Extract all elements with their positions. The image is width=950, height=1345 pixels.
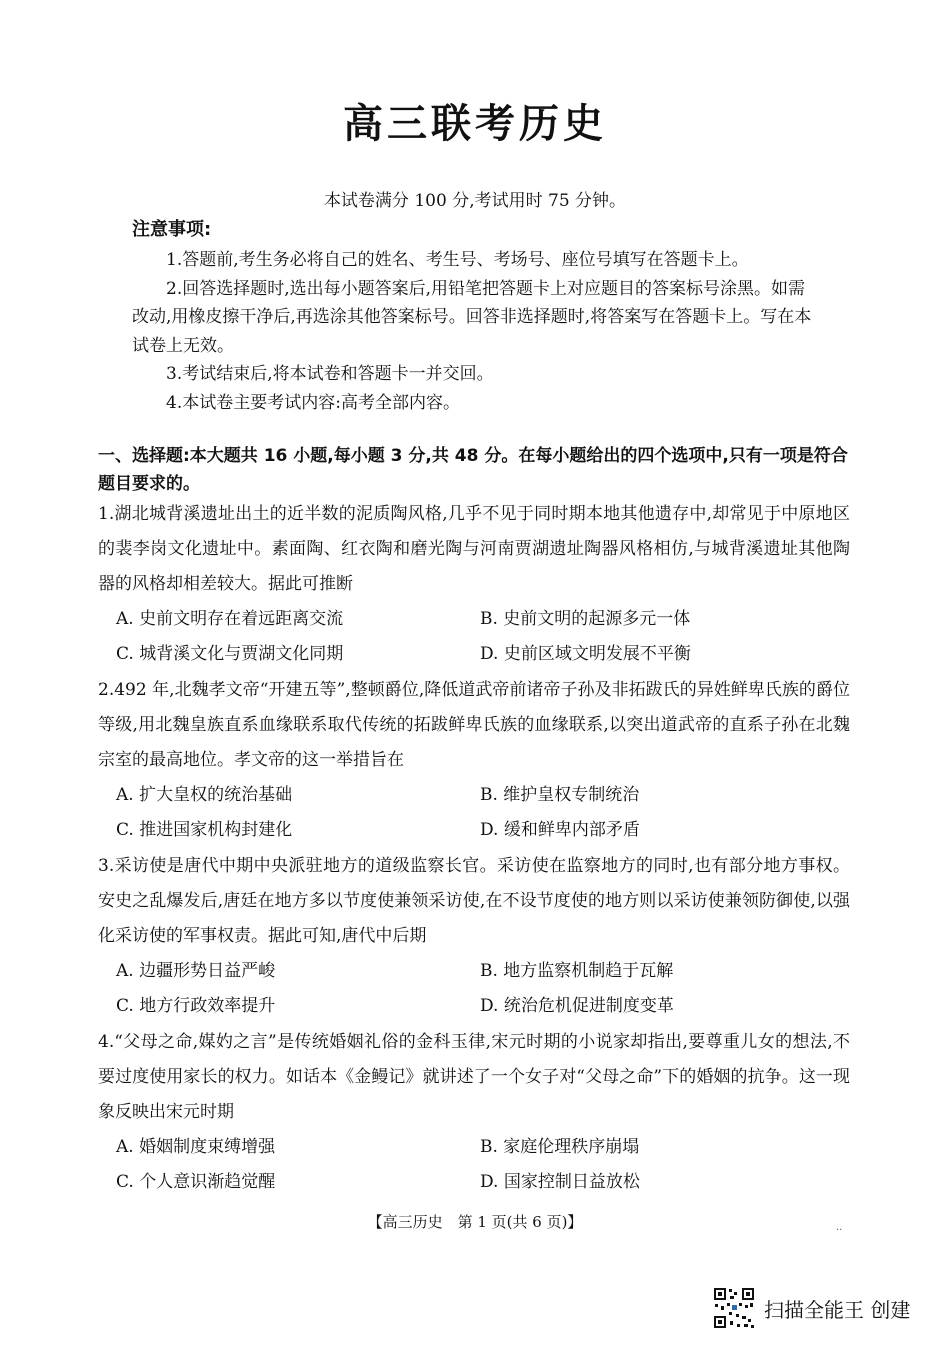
- option-d: D. 统治危机促进制度变革: [480, 996, 674, 1016]
- corner-mark: ..: [836, 1222, 843, 1233]
- question-4: [98, 1025, 850, 1200]
- scanner-watermark: [712, 1286, 910, 1330]
- notice-item: 3.考试结束后,将本试卷和答题卡一并交回。: [166, 364, 494, 384]
- question-stem: 4.“父母之命,媒妁之言”是传统婚姻礼俗的金科玉律,宋元时期的小说家却指出,要尊重儿女的想法,不要过度使用家长的权力。如话本《金鳗记》就讲述了一个女子对“父母之命”下的婚姻的抗争。这一现象反映出宋元时期: [98, 1032, 850, 1122]
- option-b: B. 家庭伦理秩序崩塌: [480, 1137, 640, 1157]
- question-1: [98, 497, 850, 672]
- option-c: C. 推进国家机构封建化: [116, 820, 293, 840]
- question-stem: 3.采访使是唐代中期中央派驻地方的道级监察长官。采访使在监察地方的同时,也有部分地方事权。安史之乱爆发后,唐廷在地方多以节度使兼领采访使,在不设节度使的地方则以采访使兼领防御使,以强化采访使的军事权责。据此可知,唐代中后期: [98, 856, 850, 946]
- page-title: 高三联考历史: [343, 101, 607, 147]
- question-stem: 1.湖北城背溪遗址出土的近半数的泥质陶风格,几乎不见于同时期本地其他遗存中,却常见于中原地区的裴李岗文化遗址中。素面陶、红衣陶和磨光陶与河南贾湖遗址陶器风格相仿,与城背溪遗址其他陶器的风格却相差较大。据此可推断: [98, 504, 850, 594]
- page-footer: 【高三历史 第 1 页(共 6 页)】: [367, 1213, 583, 1231]
- notice-item: 1.答题前,考生务必将自己的姓名、考生号、考场号、座位号填写在答题卡上。: [166, 250, 749, 270]
- option-a: A. 扩大皇权的统治基础: [116, 785, 293, 805]
- option-a: A. 边疆形势日益严峻: [116, 961, 276, 981]
- section-heading: [98, 442, 848, 498]
- option-list: [116, 1130, 850, 1200]
- option-list: [116, 602, 850, 672]
- option-c: C. 城背溪文化与贾湖文化同期: [116, 644, 344, 664]
- option-list: [116, 954, 850, 1024]
- notice-item: 2.回答选择题时,选出每小题答案后,用铅笔把答题卡上对应题目的答案标号涂黑。如需改动,用橡皮擦干净后,再选涂其他答案标号。回答非选择题时,将答案写在答题卡上。写在本试卷上无效。: [132, 278, 812, 356]
- option-c: C. 个人意识渐趋觉醒: [116, 1172, 276, 1192]
- section-heading-text: 一、选择题:本大题共 16 小题,每小题 3 分,共 48 分。在每小题给出的四个选项中,只有一项是符合题目要求的。: [98, 446, 848, 494]
- option-b: B. 地方监察机制趋于瓦解: [480, 961, 674, 981]
- exam-info: 本试卷满分 100 分,考试用时 75 分钟。: [323, 191, 627, 211]
- option-b: B. 维护皇权专制统治: [480, 785, 640, 805]
- notice-heading: 注意事项:: [132, 219, 212, 240]
- option-c: C. 地方行政效率提升: [116, 996, 276, 1016]
- question-stem: 2.492 年,北魏孝文帝“开建五等”,整顿爵位,降低道武帝前诸帝子孙及非拓跋氏的异姓鲜卑氏族的爵位等级,用北魏皇族直系血缘联系取代传统的拓跋鲜卑氏族的血缘联系,以突出道武帝的直系子孙在北魏宗室的最高地位。孝文帝的这一举措旨在: [98, 680, 850, 770]
- option-d: D. 缓和鲜卑内部矛盾: [480, 820, 640, 840]
- qr-code-icon: [712, 1286, 756, 1330]
- notice-list: [132, 246, 822, 417]
- question-3: [98, 849, 850, 1024]
- option-a: A. 婚姻制度束缚增强: [116, 1137, 276, 1157]
- option-b: B. 史前文明的起源多元一体: [480, 609, 691, 629]
- option-list: [116, 778, 850, 848]
- option-d: D. 国家控制日益放松: [480, 1172, 640, 1192]
- watermark-text: 扫描全能王 创建: [764, 1297, 911, 1322]
- option-d: D. 史前区域文明发展不平衡: [480, 644, 691, 664]
- notice-item: 4.本试卷主要考试内容:高考全部内容。: [166, 392, 460, 413]
- question-2: [98, 673, 850, 848]
- option-a: A. 史前文明存在着远距离交流: [116, 609, 344, 629]
